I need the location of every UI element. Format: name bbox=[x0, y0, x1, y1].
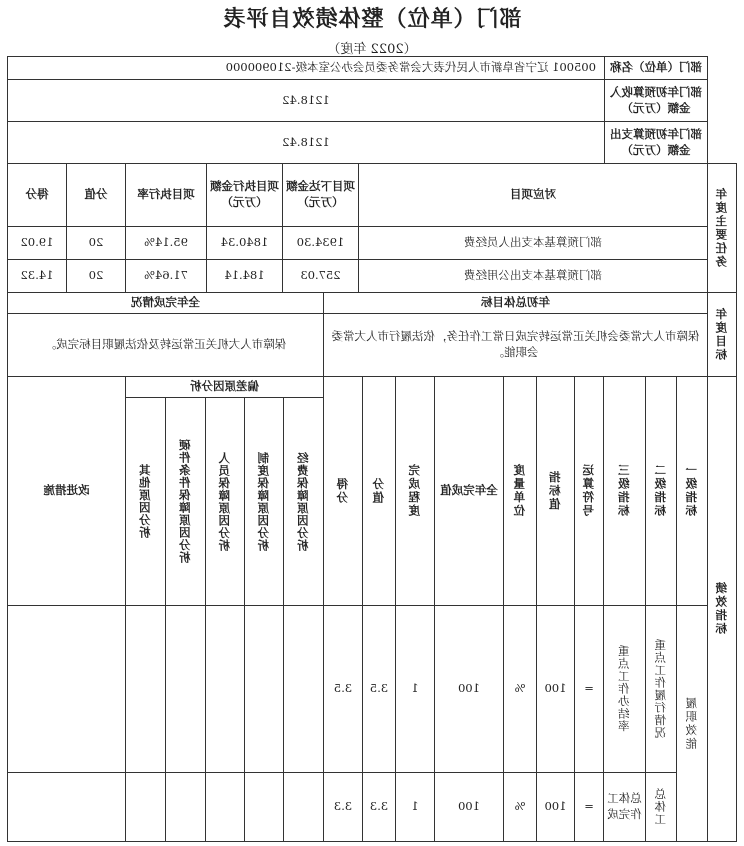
dev-system: 制度保障原因分析 bbox=[244, 397, 284, 606]
dev-personnel: 人员保障原因分析 bbox=[205, 397, 245, 606]
ind-row-1-dev-funding bbox=[283, 605, 324, 773]
col-unit: 度量单位 bbox=[503, 376, 537, 606]
col-target: 指标值 bbox=[536, 376, 575, 606]
ind-row-2-operator: = bbox=[574, 772, 604, 842]
ind-row-2-dev-hardware bbox=[165, 772, 206, 842]
col-project: 对应项目 bbox=[358, 163, 708, 227]
unit-name-label: 部门（单位）名称 bbox=[604, 56, 708, 80]
goals-section-label: 年度目标 bbox=[707, 292, 737, 377]
col-exec-amount: 项目执行金额（万元） bbox=[206, 163, 283, 227]
ind-row-1-dev-system bbox=[244, 605, 284, 773]
col-improve: 改进措施 bbox=[7, 376, 126, 606]
col-operator: 运算符号 bbox=[574, 376, 604, 606]
ind-row-2-completion: 1 bbox=[395, 772, 435, 842]
income-value: 1218.42 bbox=[7, 79, 605, 122]
ind-row-1-dev-personnel bbox=[205, 605, 245, 773]
ind-row-1-level2: 重点工作履行情况 bbox=[645, 605, 677, 773]
completion-text: 保障市人大机关正常运转及依法履职目标完成。 bbox=[7, 313, 324, 377]
ind-row-1-unit: % bbox=[503, 605, 537, 773]
task-row-2-rate: 71.64% bbox=[125, 259, 207, 293]
ind-row-1-level3: 重点工作办结率 bbox=[603, 605, 646, 773]
ind-row-1-operator: = bbox=[574, 605, 604, 773]
income-label: 部门年初预算收入金额（万元） bbox=[604, 79, 708, 122]
task-row-1-rate: 95.14% bbox=[125, 226, 207, 260]
ind-row-1-weight: 3.5 bbox=[362, 605, 396, 773]
col-actual: 全年完成值 bbox=[434, 376, 504, 606]
task-row-1-project: 部门预算基本支出人员经费 bbox=[358, 226, 708, 260]
completion-header: 全年完成情况 bbox=[7, 292, 324, 314]
deviation-header: 偏差原因分析 bbox=[125, 376, 324, 398]
ind-row-2-level3: 总体工作完成 bbox=[603, 772, 646, 842]
ind-row-2-target: 100 bbox=[536, 772, 575, 842]
ind-row-2-weight: 3.3 bbox=[362, 772, 396, 842]
report-year: （2022 年度） bbox=[327, 42, 417, 57]
unit-name-value: 005001 辽宁省阜新市人民代表大会常务委员会办公室本级-210900000 bbox=[7, 56, 605, 80]
col-budget: 项目下达金额（万元） bbox=[282, 163, 359, 227]
ind-row-2-unit: % bbox=[503, 772, 537, 842]
ind-row-1-improve bbox=[7, 605, 126, 773]
task-row-2-weight: 20 bbox=[66, 259, 126, 293]
initial-goal-text: 保障市人大常委会机关正常运转完成日常工作任务，依法履行市人大常委会职能。 bbox=[323, 313, 708, 377]
ind-row-2-dev-other bbox=[125, 772, 166, 842]
col-weight: 分值 bbox=[66, 163, 126, 227]
ind-level1-value: 履职效能 bbox=[676, 605, 708, 842]
ind-row-1-actual: 100 bbox=[434, 605, 504, 773]
ind-row-2-score: 3.3 bbox=[323, 772, 363, 842]
col-ind-score: 得分 bbox=[323, 376, 363, 606]
col-exec-rate: 项目执行率 bbox=[125, 163, 207, 227]
page-title: 部门（单位）整体绩效自评表 bbox=[222, 7, 522, 32]
ind-row-2-level2: 总体工 bbox=[645, 772, 677, 842]
dev-other: 其他原因分析 bbox=[125, 397, 166, 606]
task-row-1-score: 19.02 bbox=[7, 226, 67, 260]
dev-hardware: 硬件条件保障原因分析 bbox=[165, 397, 206, 606]
expense-value: 1218.42 bbox=[7, 121, 605, 164]
ind-row-2-improve bbox=[7, 772, 126, 842]
expense-label: 部门年初预算支出金额（万元） bbox=[604, 121, 708, 164]
col-level2: 二级指标 bbox=[645, 376, 677, 606]
tasks-section-label: 年度主要任务 bbox=[707, 163, 737, 293]
col-completion: 完成程度 bbox=[395, 376, 435, 606]
dev-funding: 经费保障原因分析 bbox=[283, 397, 324, 606]
ind-row-1-completion: 1 bbox=[395, 605, 435, 773]
ind-row-1-dev-hardware bbox=[165, 605, 206, 773]
ind-row-2-dev-system bbox=[244, 772, 284, 842]
col-level3: 三级指标 bbox=[603, 376, 646, 606]
col-level1: 一级指标 bbox=[676, 376, 708, 606]
ind-row-1-dev-other bbox=[125, 605, 166, 773]
task-row-2-score: 14.32 bbox=[7, 259, 67, 293]
indicators-section-label: 绩效指标 bbox=[707, 376, 737, 842]
task-row-2-budget: 257.03 bbox=[282, 259, 359, 293]
task-row-1-weight: 20 bbox=[66, 226, 126, 260]
ind-row-2-dev-personnel bbox=[205, 772, 245, 842]
task-row-2-project: 部门预算基本支出公用经费 bbox=[358, 259, 708, 293]
ind-row-2-dev-funding bbox=[283, 772, 324, 842]
task-row-1-budget: 1934.30 bbox=[282, 226, 359, 260]
col-ind-weight: 分值 bbox=[362, 376, 396, 606]
task-row-1-exec: 1840.34 bbox=[206, 226, 283, 260]
ind-row-2-actual: 100 bbox=[434, 772, 504, 842]
ind-row-1-score: 3.5 bbox=[323, 605, 363, 773]
task-row-2-exec: 184.14 bbox=[206, 259, 283, 293]
col-score: 得分 bbox=[7, 163, 67, 227]
ind-row-1-target: 100 bbox=[536, 605, 575, 773]
initial-goal-header: 年初总体目标 bbox=[323, 292, 708, 314]
